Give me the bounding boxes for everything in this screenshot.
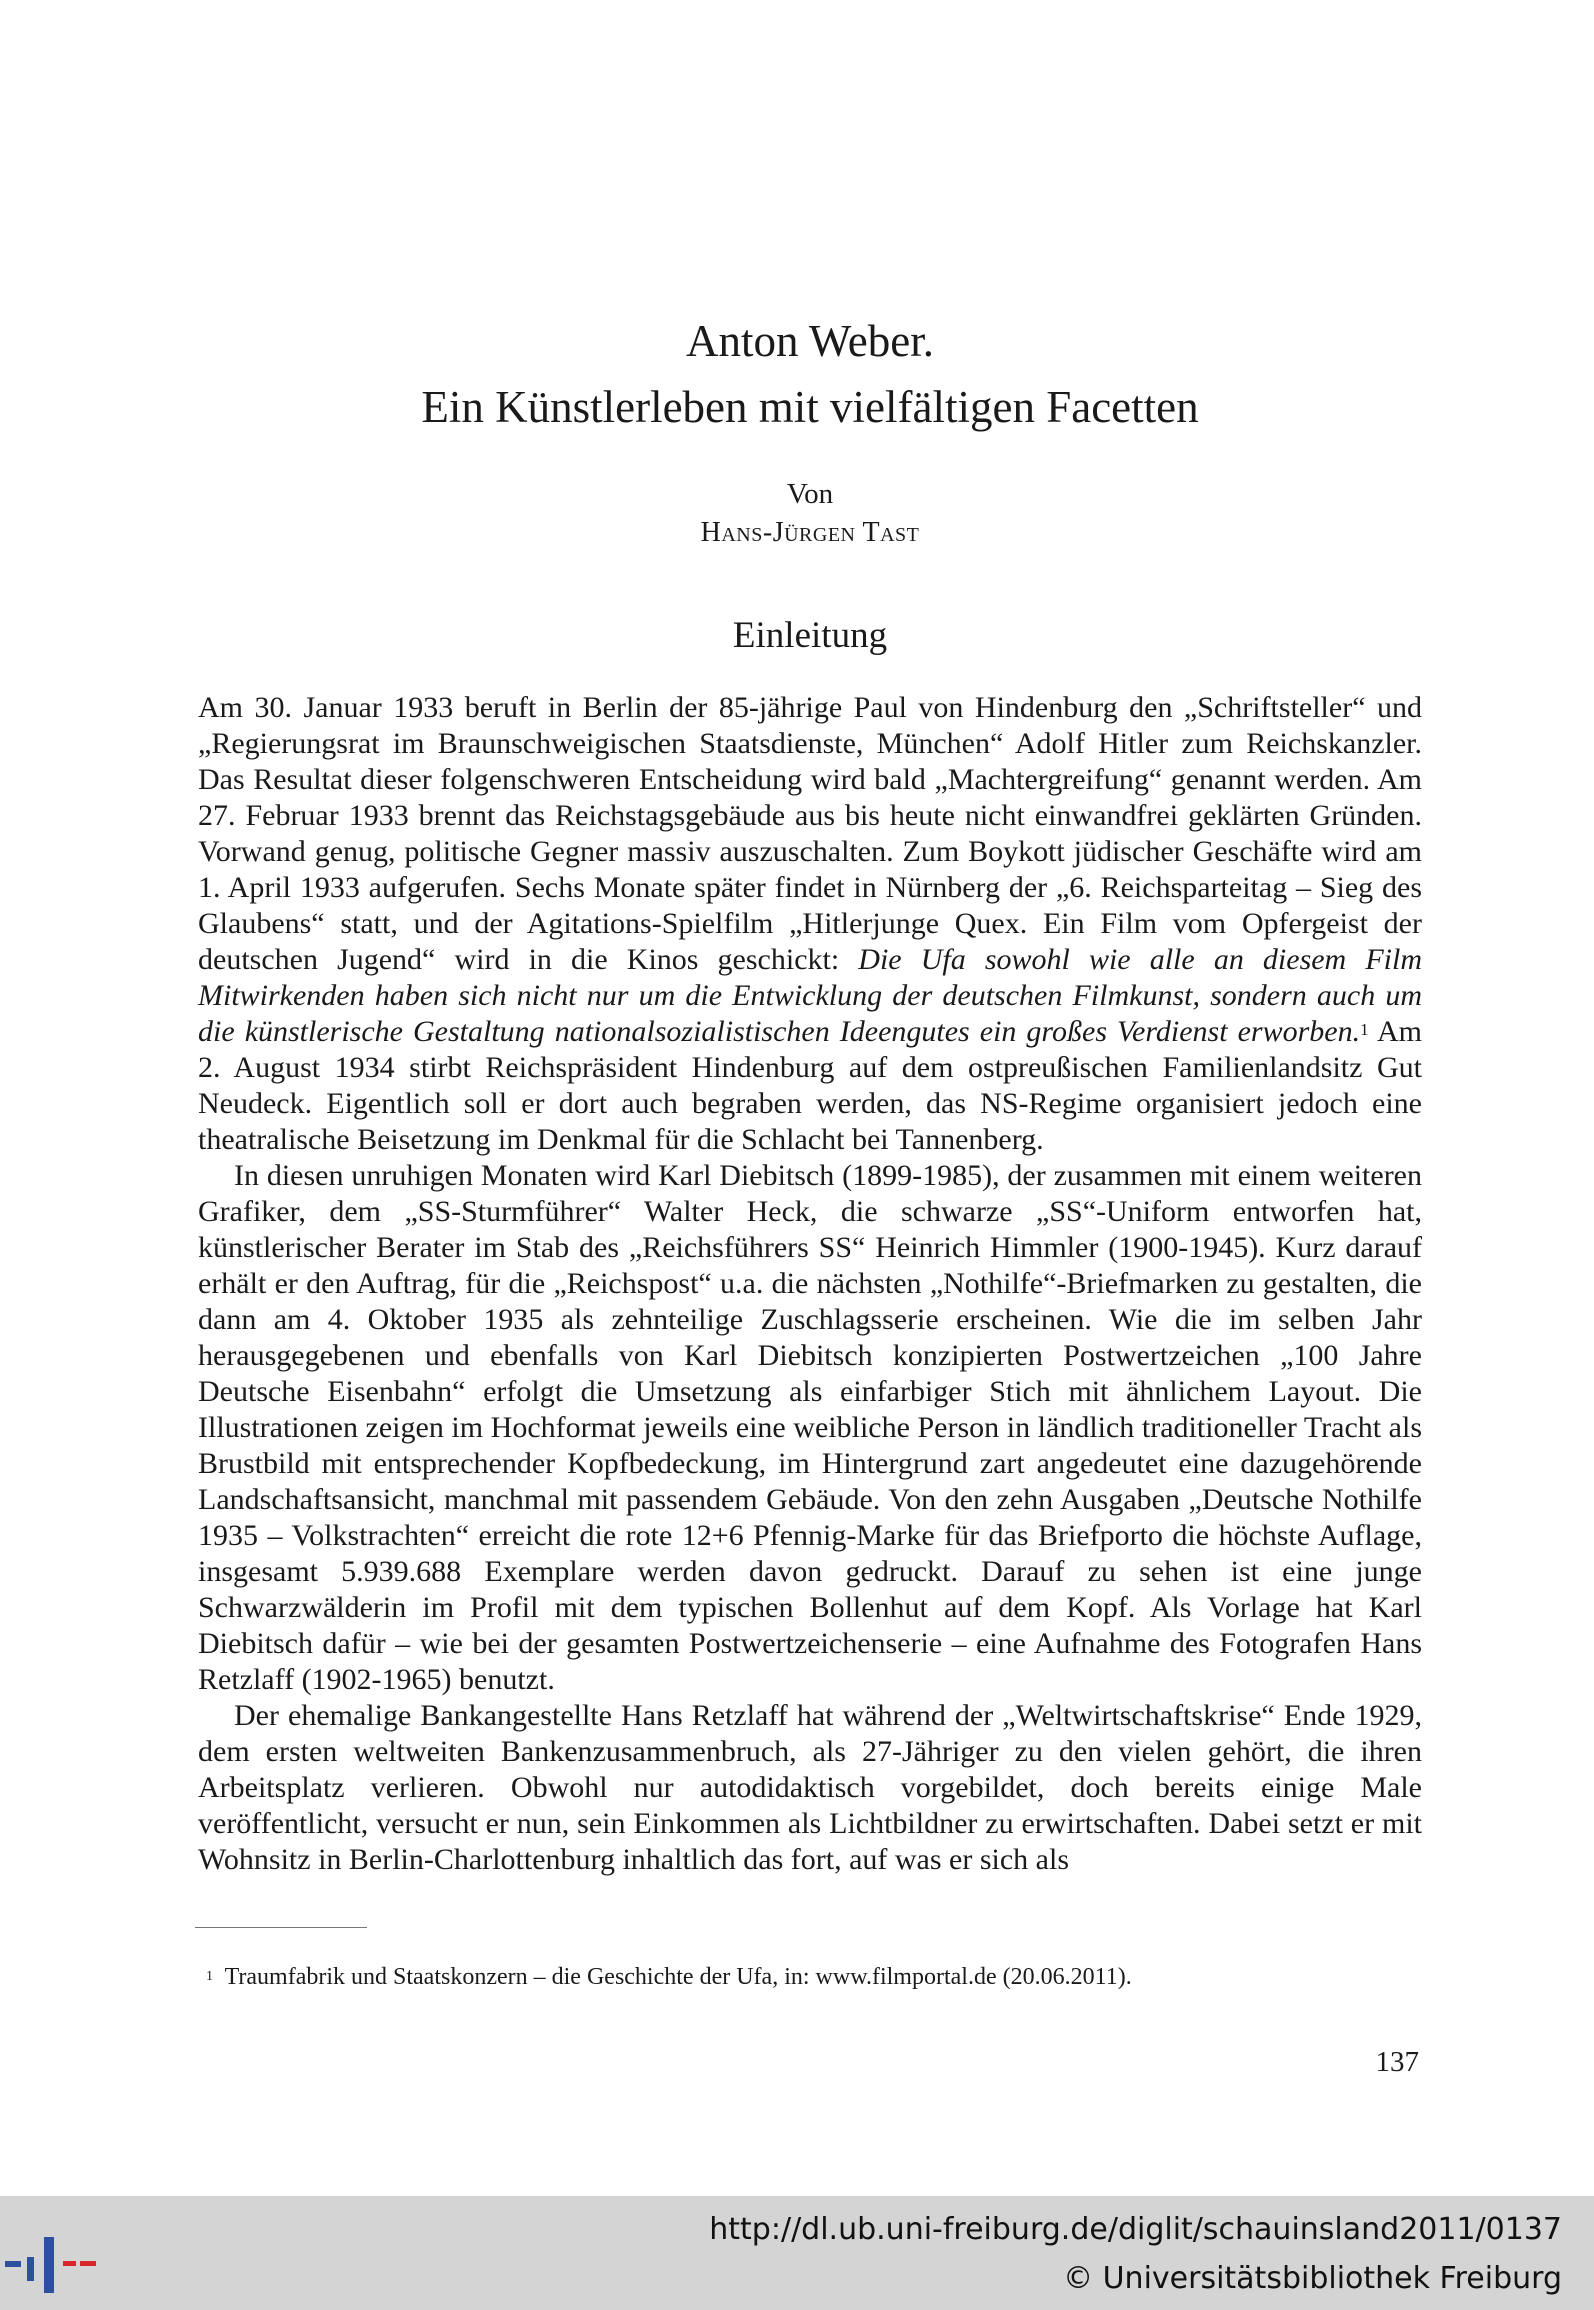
article-body — [198, 690, 1422, 1878]
footnote-mark: 1 — [206, 1969, 213, 1984]
page-number: 137 — [1375, 2046, 1419, 2078]
ub-freiburg-logo-icon — [0, 2217, 100, 2297]
logo-bar-1 — [5, 2261, 21, 2267]
paragraph-1 — [198, 690, 1422, 1158]
logo-bar-3 — [44, 2237, 54, 2293]
title-line-2: Ein Künstlerleben mit vielfältigen Facetten — [421, 382, 1199, 432]
byline-von: Von — [786, 478, 834, 510]
logo-bar-2 — [27, 2257, 34, 2281]
footnote-1 — [206, 1962, 1406, 1992]
author-name: Hans-Jürgen Tast — [700, 517, 920, 548]
paragraph-1-text-b: Am 2. August 1934 stirbt Reichspräsident Hindenburg auf dem ostpreußischen Familienlandsitz Gut Neudeck. Eigentlich soll er dort auch begraben werden, das NS-Regime organisiert jedoch eine theatralische Beisetzung im Denkmal für die Schlacht bei Tannenberg. — [198, 1015, 1422, 1156]
ufa-quote: Die Ufa sowohl wie alle an diesem Film Mitwirkenden haben sich nicht nur um die Entwicklung der deutschen Filmkunst, sondern auch um die künstlerische Gestaltung nationalsozialistischen Ideengutes ein großes Verdienst erworben. — [198, 943, 1422, 1048]
footnote-text: Traumfabrik und Staatskonzern – die Geschichte der Ufa, in: www.filmportal.de (20.06.2011). — [224, 1964, 1132, 1990]
footnote-ref-1[interactable]: 1 — [1360, 1020, 1369, 1039]
footer-bar — [0, 2196, 1594, 2310]
section-heading: Einleitung — [732, 615, 888, 656]
logo-bar-4 — [63, 2261, 76, 2266]
footer-url-link[interactable]: http://dl.ub.uni-freiburg.de/diglit/schauinsland2011/0137 — [709, 2212, 1562, 2247]
footer-copyright: © Universitätsbibliothek Freiburg — [1063, 2261, 1562, 2296]
footnote-divider — [195, 1927, 367, 1928]
paragraph-1-text-a: Am 30. Januar 1933 beruft in Berlin der 85-jährige Paul von Hindenburg den „Schriftsteller“ und „Regierungsrat im Braunschweigischen Staatsdienste, München“ Adolf Hitler zum Reichskanzler. Das Resultat dieser folgenschweren Entscheidung wird bald „Machtergreifung“ genannt werden. Am 27. Februar 1933 brennt das Reichstagsgebäude aus bis heute nicht einwandfrei geklärten Gründen. Vorwand genug, politische Gegner massiv auszuschalten. Zum Boykott jüdischer Geschäfte wird am 1. April 1933 aufgerufen. Sechs Monate später findet in Nürnberg der „6. Reichsparteitag – Sieg des Glaubens“ statt, und der Agitations-Spielfilm „Hitlerjunge Quex. Ein Film vom Opfergeist der deutschen Jugend“ wird in die Kinos geschickt: — [198, 691, 1422, 976]
paragraph-2: In diesen unruhigen Monaten wird Karl Diebitsch (1899-1985), der zusammen mit einem weiteren Grafiker, dem „SS-Sturmführer“ Walter Heck, die schwarze „SS“-Uniform entworfen hat, künstlerischer Berater im Stab des „Reichsführers SS“ Heinrich Himmler (1900-1945). Kurz darauf erhält er den Auftrag, für die „Reichspost“ u.a. die nächsten „Nothilfe“-Briefmarken zu gestalten, die dann am 4. Oktober 1935 als zehnteilige Zuschlagsserie erscheinen. Wie die im selben Jahr herausgegebenen und ebenfalls von Karl Diebitsch konzipierten Postwertzeichen „100 Jahre Deutsche Eisenbahn“ erfolgt die Umsetzung als einfarbiger Stich mit ähnlichem Layout. Die Illustrationen zeigen im Hochformat jeweils eine weibliche Person in ländlich traditioneller Tracht als Brustbild mit entsprechender Kopfbedeckung, im Hintergrund zart angedeutet eine dazugehörende Landschaftsansicht, manchmal mit passendem Gebäude. Von den zehn Ausgaben „Deutsche Nothilfe 1935 – Volkstrachten“ erreicht die rote 12+6 Pfennig-Marke für das Briefporto die höchste Auflage, insgesamt 5.939.688 Exemplare werden davon gedruckt. Darauf zu sehen ist eine junge Schwarzwälderin im Profil mit dem typischen Bollenhut auf dem Kopf. Als Vorlage hat Karl Diebitsch dafür – wie bei der gesamten Postwertzeichenserie – eine Aufnahme des Fotografen Hans Retzlaff (1902-1965) benutzt. — [198, 1159, 1422, 1696]
logo-bar-5 — [80, 2261, 96, 2266]
paragraph-3: Der ehemalige Bankangestellte Hans Retzlaff hat während der „Weltwirtschaftskrise“ Ende 1929, dem ersten weltweiten Bankenzusammenbruch, als 27-Jähriger zu den vielen gehört, die ihren Arbeitsplatz verlieren. Obwohl nur autodidaktisch vorgebildet, doch bereits einige Male veröffentlicht, versucht er nun, sein Einkommen als Lichtbildner zu erwirtschaften. Dabei setzt er mit Wohnsitz in Berlin-Charlottenburg inhaltlich das fort, auf was er sich als — [198, 1699, 1422, 1876]
title-line-1: Anton Weber. — [685, 316, 934, 366]
article-title — [0, 308, 1594, 440]
